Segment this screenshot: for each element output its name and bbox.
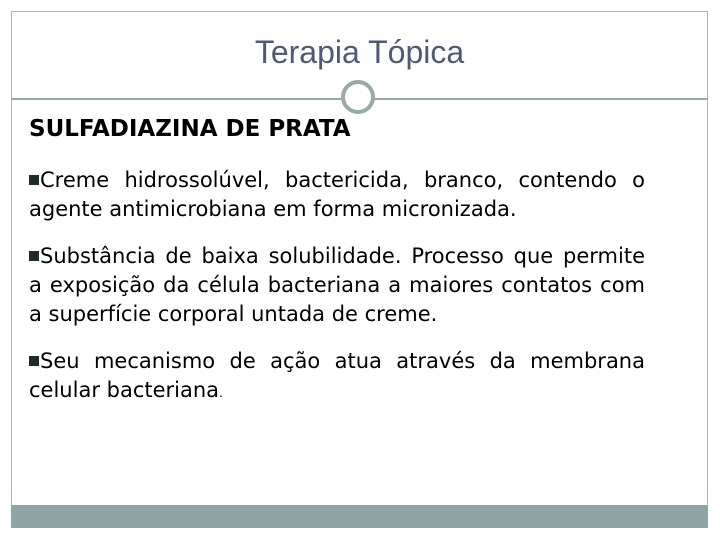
bullet-item: [29, 242, 645, 329]
square-bullet-icon: [29, 356, 39, 366]
divider-circle-ornament: [341, 80, 375, 114]
bullet-text: Creme hidrossolúvel, bactericida, branco, contendo o agente antimicrobiana em forma micronizada.: [29, 168, 645, 221]
bullet-item: [29, 166, 645, 224]
bullet-item: [29, 347, 645, 408]
slide-title: Terapia Tópica: [254, 34, 465, 70]
square-bullet-icon: [29, 175, 39, 185]
square-bullet-icon: [29, 251, 39, 261]
bullet-tail: .: [219, 386, 223, 400]
bullet-list: [29, 166, 645, 426]
bullet-text: Seu mecanismo de ação atua através da membrana celular bacteriana: [29, 349, 645, 402]
section-heading: SULFADIAZINA DE PRATA: [29, 116, 351, 142]
footer-bar: [11, 505, 708, 528]
bullet-text: Substância de baixa solubilidade. Processo que permite a exposição da célula bacteriana a maiores contatos com a superfície corporal untada de creme.: [29, 244, 645, 326]
